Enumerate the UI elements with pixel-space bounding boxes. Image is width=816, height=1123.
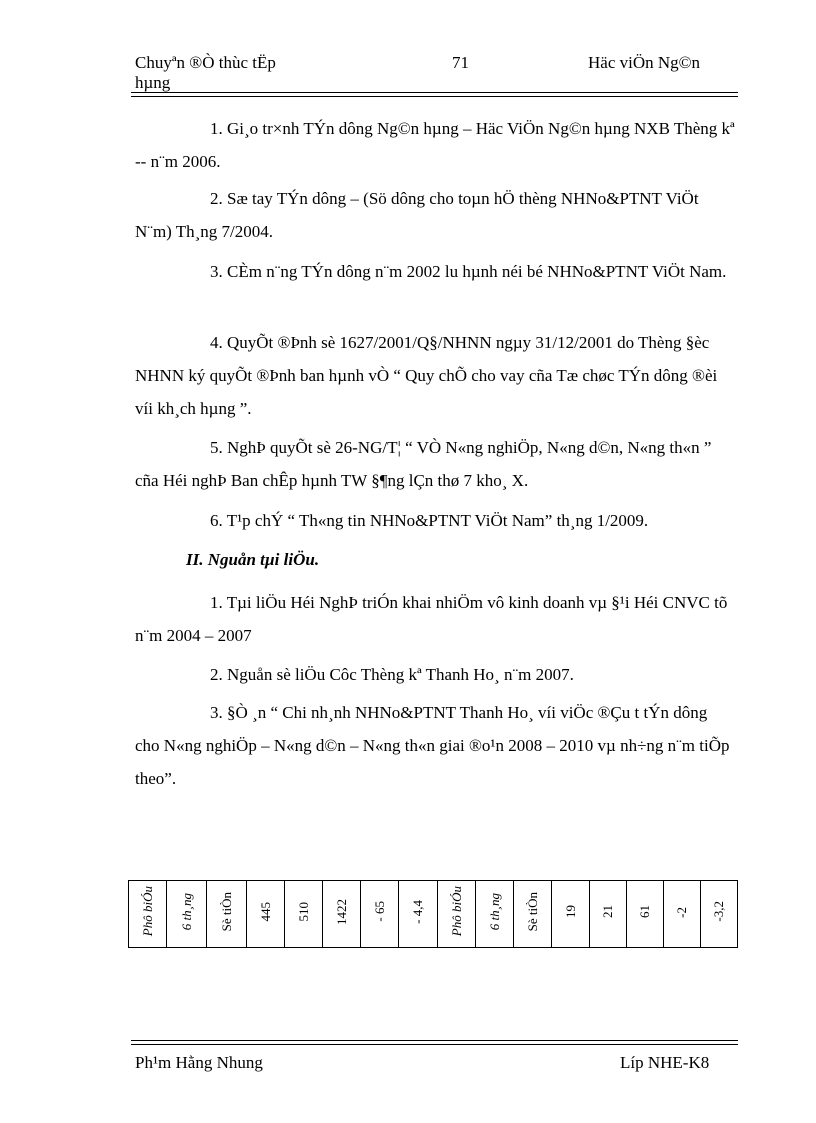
cell-text: 6 th¸ng [486,892,502,931]
table-cell [361,881,399,948]
cell-text: 19 [562,905,578,918]
cell-text: 61 [637,905,653,918]
cell-text: - 4,4 [410,899,426,924]
reference-3: 3. CÈm n¨ng TÝn dông n¨m 2002 lu hµnh néi bé NHNo&PTNT ViÖt Nam. [210,262,727,281]
cell-text: - 65 [372,901,388,922]
table-cell [399,881,437,948]
cell-text: 510 [296,901,312,922]
cell-text: -3,2 [711,901,727,922]
header-rule-1 [131,92,738,93]
source-1: 1. Tµi liÖu Héi NghÞ triÓn khai nhiÖm vô kinh doanh vµ §¹i Héi CNVC tõ n¨m 2004 – 2007 [135,593,728,645]
table-cell [551,881,589,948]
page-number: 71 [452,53,469,72]
reference-6: 6. T¹p chÝ “ Th«ng tin NHNo&PTNT ViÖt Nam” th¸ng 1/2009. [210,511,649,530]
reference-1: 1. Gi¸o tr×nh TÝn dông Ng©n hµng – Häc ViÖn Ng©n hµng NXB Thèng kª -- n¨m 2006. [135,119,735,171]
table-cell [167,881,207,948]
table-cell [285,881,323,948]
table-cell [475,881,513,948]
footer-rule-2 [131,1044,738,1045]
table-cell [626,881,663,948]
table-cell [323,881,361,948]
footer-right: Líp NHE-K8 [620,1053,710,1072]
header-left: Chuyªn ®Ò thùc tËp [135,53,276,72]
cell-text: 6 th¸ng [179,892,195,931]
cell-text: Sè tiÒn [524,891,540,932]
table-cell [247,881,285,948]
reference-2: 2. Sæ tay TÝn dông – (Sö dông cho toµn hÖ thèng NHNo&PTNT ViÖt N¨m) Th¸ng 7/2004. [135,189,699,241]
table-cell [437,881,475,948]
header-right: Häc viÖn Ng©n [588,53,701,72]
section-title: II. Nguån tµi liÖu. [186,550,320,569]
cell-text: Sè tiÒn [219,891,235,932]
cell-text: 21 [600,905,616,918]
reference-4: 4. QuyÕt ®Þnh sè 1627/2001/Q§/NHNN ngµy 31/12/2001 do Thèng §èc NHNN ký quyÕt ®Þnh ban hµnh vÒ “ Quy chÕ cho vay cña Tæ chøc TÝn dông ®èi víi kh¸ch hµng ”. [135,333,718,418]
source-2: 2. Nguån sè liÖu Côc Thèng kª Thanh Ho¸ n¨m 2007. [210,665,574,684]
cell-text: 445 [258,901,274,922]
cell-text: -2 [674,907,690,918]
data-table [128,880,738,948]
table-cell [700,881,737,948]
footer-rule-1 [131,1040,738,1041]
header-rule-2 [131,96,738,97]
header-left-continued: hµng [135,73,171,92]
table-cell [129,881,167,948]
table-cell [589,881,626,948]
table-cell [513,881,551,948]
reference-5: 5. NghÞ quyÕt sè 26-NG/T¦ “ VÒ N«ng nghiÖp, N«ng d©n, N«ng th«n ” cña Héi nghÞ Ban chÊp hµnh TW §¶ng lÇn thø 7 kho¸ X. [135,438,712,490]
source-3: 3. §Ò ¸n “ Chi nh¸nh NHNo&PTNT Thanh Ho¸ víi viÖc ®Çu t tÝn dông cho N«ng nghiÖp – N«ng d©n – N«ng th«n giai ®o¹n 2008 – 2010 vµ nh÷ng n¨m tiÕp theo”. [135,703,730,788]
cell-text: Phô biÓu [140,886,156,937]
table-cell [207,881,247,948]
table-row [129,881,738,948]
cell-text: Phô biÓu [448,886,464,937]
footer-left: Ph¹m Hằng Nhung [135,1053,263,1072]
cell-text: 1422 [334,898,350,925]
table-cell [663,881,700,948]
